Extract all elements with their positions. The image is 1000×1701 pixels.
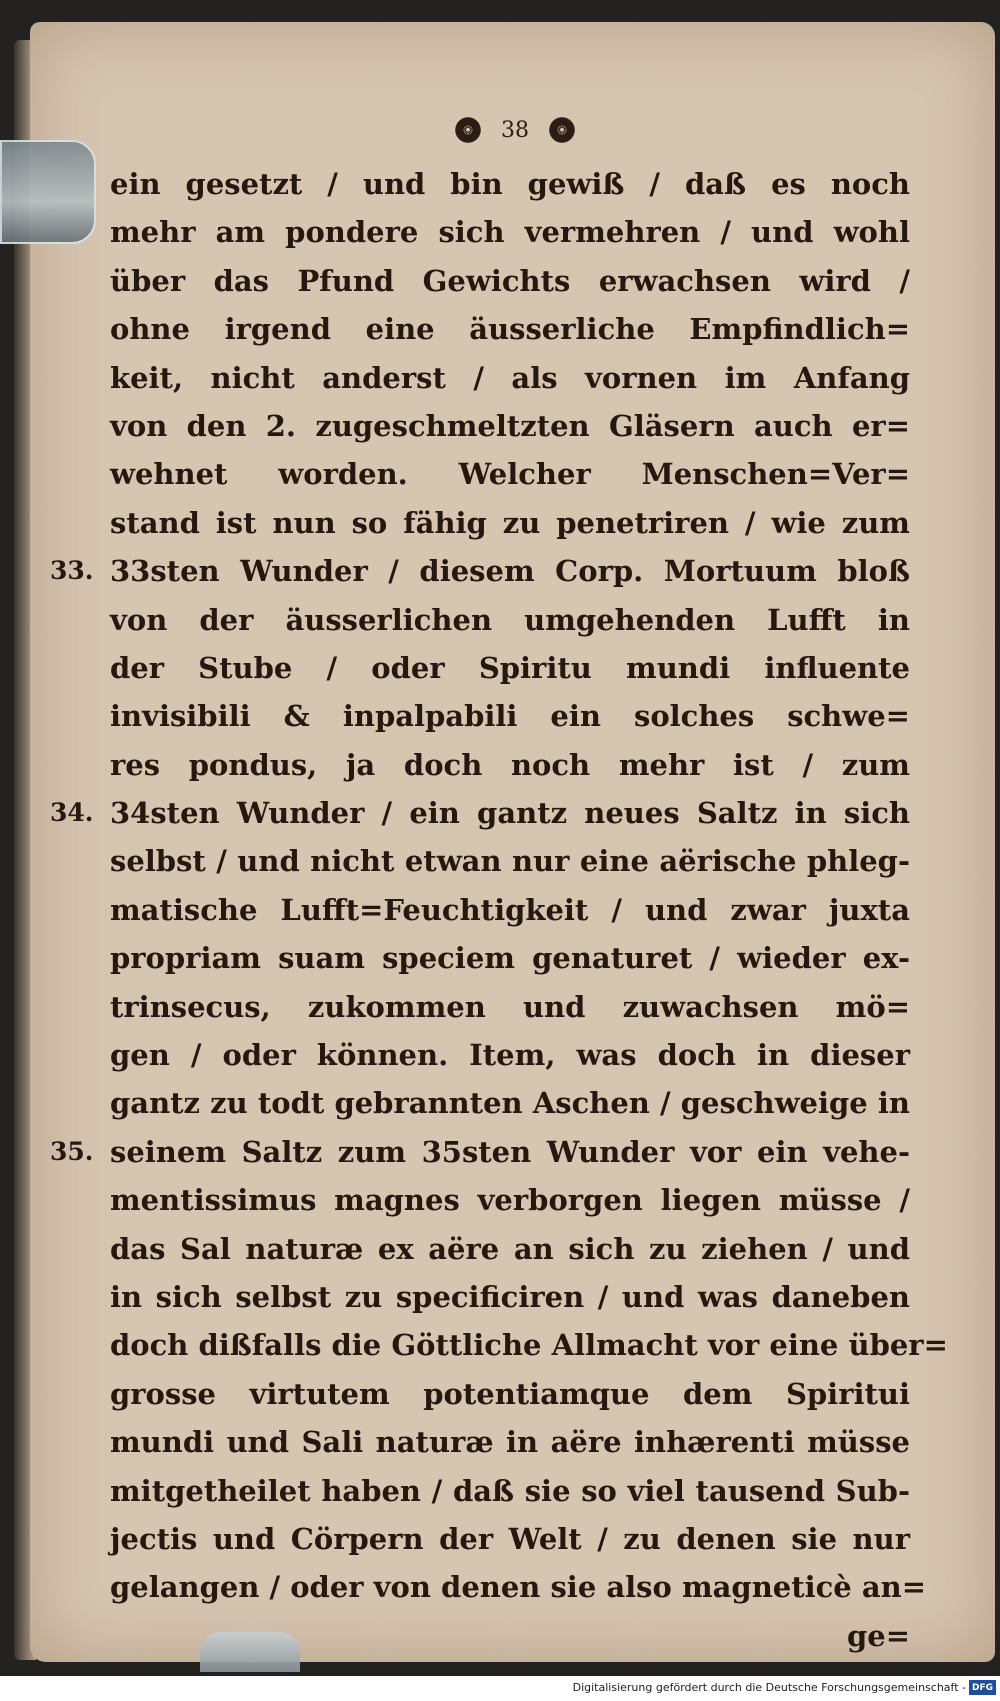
- text-line: wehnet worden. Welcher Menschen=Ver=: [110, 457, 910, 492]
- text-line: der Stube / oder Spiritu mundi influente: [110, 650, 910, 685]
- text-line: jectis und Cörpern der Welt / zu denen sie nur: [110, 1521, 910, 1556]
- text-line: [50, 1128, 910, 1176]
- text-line: ohne irgend eine äusserliche Empfindlich=: [110, 312, 910, 347]
- marginal-number: 33.: [50, 556, 94, 586]
- text-line: gen / oder können. Item, was doch in dieser: [110, 1038, 910, 1073]
- text-line: trinsecus, zukommen und zuwachsen mö=: [110, 989, 910, 1024]
- dfg-logo: DFG: [969, 1680, 996, 1695]
- text-line: propriam suam speciem genaturet / wieder ex-: [110, 941, 910, 976]
- marginal-number: 34.: [50, 798, 94, 828]
- text-line: selbst / und nicht etwan nur eine aërische phleg-: [110, 844, 910, 879]
- text-line: grosse virtutem potentiamque dem Spiritui: [110, 1376, 910, 1411]
- text-line: keit, nicht anderst / als vornen im Anfang: [110, 360, 910, 395]
- text-line: ein gesetzt / und bin gewiß / daß es noch: [110, 167, 910, 201]
- ornament-right-icon: ❁: [547, 115, 577, 145]
- text-line: von den 2. zugeschmeltzten Gläsern auch er=: [110, 408, 910, 443]
- body-text: [50, 160, 948, 1660]
- text-line: doch dißfalls die Göttliche Allmacht vor eine über=: [110, 1328, 948, 1363]
- text-line-content: seinem Saltz zum 35sten Wunder vor ein vehe-: [110, 1134, 910, 1169]
- page-header: [420, 110, 610, 150]
- text-line: [50, 547, 910, 595]
- text-line: mehr am pondere sich vermehren / und wohl: [110, 215, 910, 250]
- text-line: in sich selbst zu specificiren / und was daneben: [110, 1279, 910, 1314]
- text-line: gantz zu todt gebrannten Aschen / geschweige in: [110, 1086, 910, 1121]
- text-line: invisibili & inpalpabili ein solches schwe=: [110, 699, 910, 734]
- text-line: mitgetheilet haben / daß sie so viel tausend Sub-: [110, 1473, 910, 1508]
- text-line: res pondus, ja doch noch mehr ist / zum: [110, 747, 910, 782]
- page-clip-top: [0, 140, 96, 244]
- page-number: 38: [501, 117, 529, 143]
- marginal-number: 35.: [50, 1136, 94, 1166]
- ornament-left-icon: ❁: [453, 115, 483, 145]
- text-line: mentissimus magnes verborgen liegen müsse /: [110, 1183, 910, 1218]
- text-line: von der äusserlichen umgehenden Lufft in: [110, 602, 910, 637]
- text-line-content: 34sten Wunder / ein gantz neues Saltz in sich: [110, 796, 910, 831]
- text-line: das Sal naturæ ex aëre an sich zu ziehen / und: [110, 1231, 910, 1266]
- text-line: über das Pfund Gewichts erwachsen wird /: [110, 263, 910, 298]
- catchword: ge=: [846, 1618, 910, 1653]
- text-line: gelangen / oder von denen sie also magneticè an=: [110, 1570, 927, 1605]
- text-line-content: 33sten Wunder / diesem Corp. Mortuum bloß: [110, 554, 910, 589]
- footer-credit: Digitalisierung gefördert durch die Deutsche Forschungsgemeinschaft -: [572, 1681, 966, 1694]
- text-line: [50, 789, 910, 837]
- text-line: mundi und Sali naturæ in aëre inhærenti müsse: [110, 1425, 910, 1460]
- text-line: stand ist nun so fähig zu penetriren / wie zum: [110, 505, 910, 540]
- text-line: matische Lufft=Feuchtigkeit / und zwar juxta: [110, 892, 910, 927]
